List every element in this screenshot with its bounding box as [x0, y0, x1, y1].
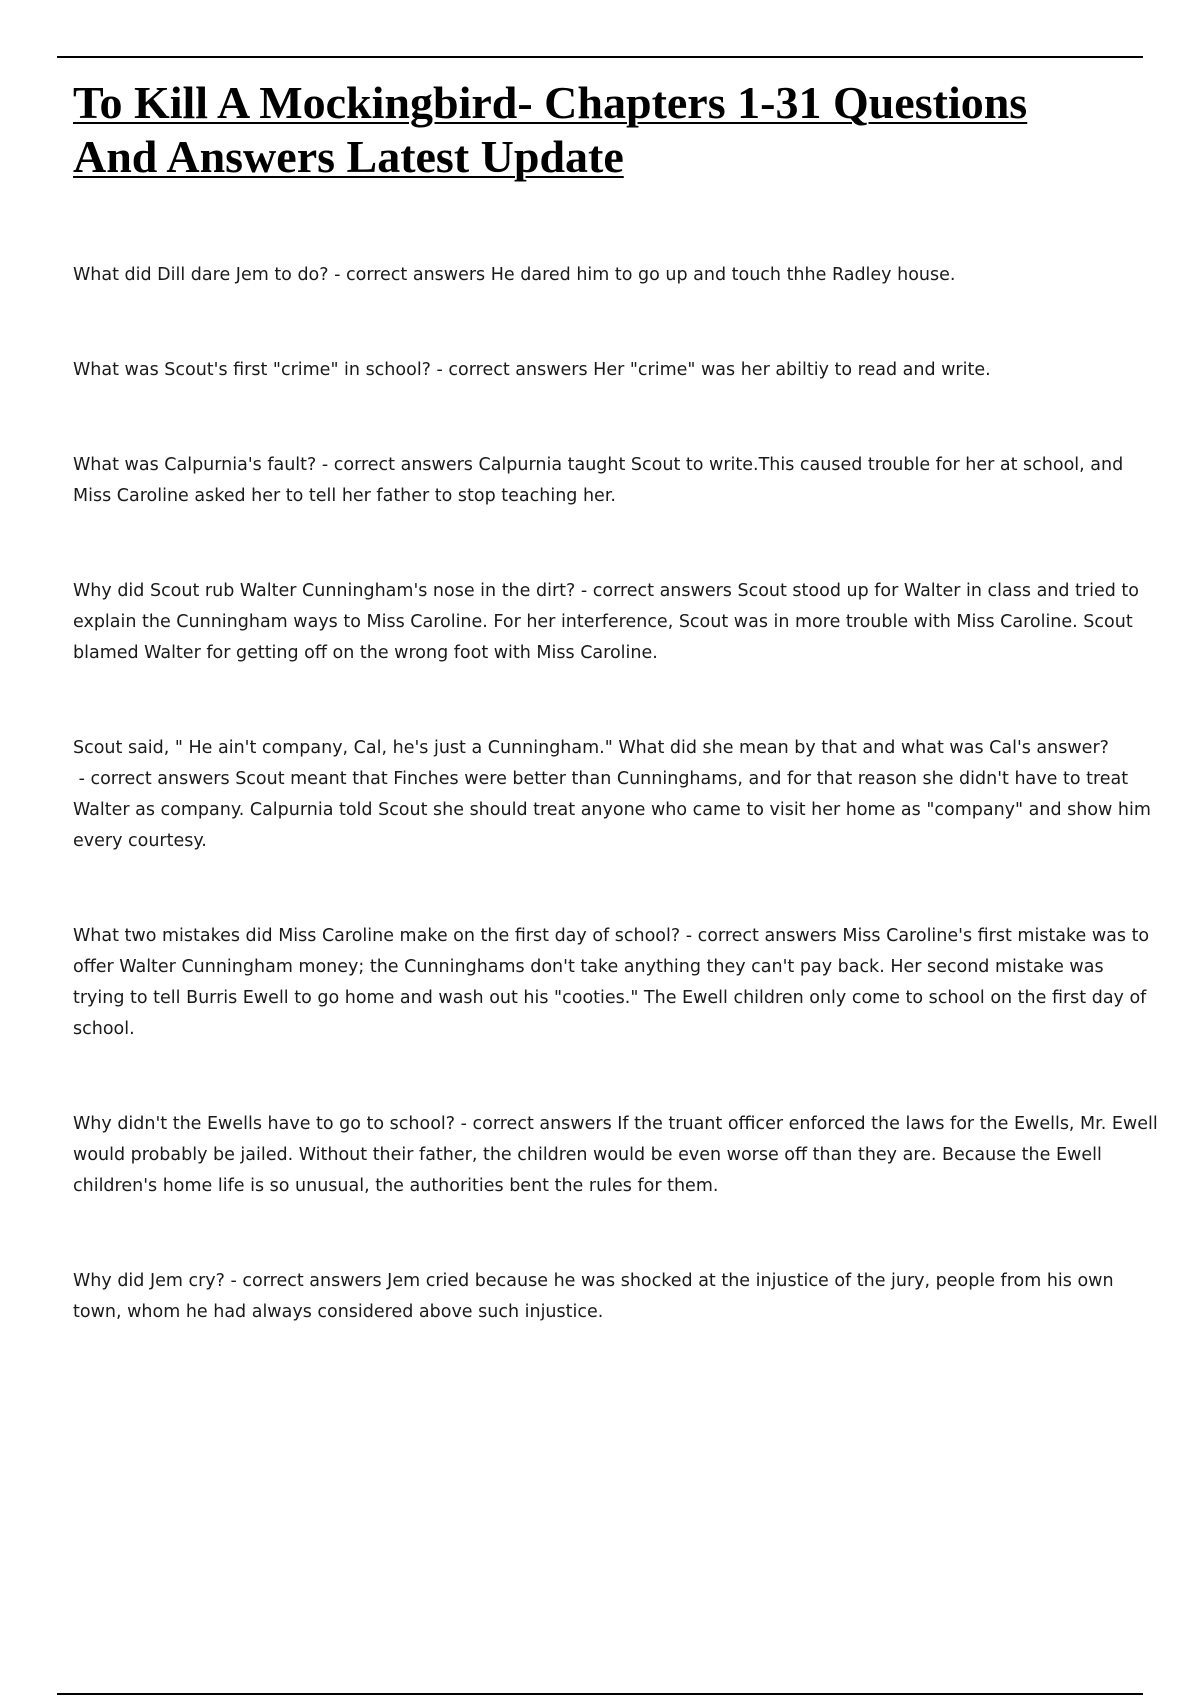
qa-item: [73, 450, 1158, 512]
answer-label: correct answers: [333, 455, 479, 475]
answer-label: correct answers: [697, 926, 843, 946]
separator: -: [575, 581, 593, 601]
qa-item: [73, 1109, 1158, 1202]
answer-label: correct answers: [346, 265, 491, 285]
separator: -: [680, 926, 698, 946]
question: Why didn't the Ewells have to go to school?: [73, 1114, 456, 1134]
bottom-rule: [57, 1693, 1143, 1695]
answer: Scout meant that Finches were better than Cunninghams, and for that reason she didn't have to treat Walter as company. Calpurnia told Scout she should treat anyone who came to visit her home as "company" and show him every courtesy.: [73, 769, 1151, 851]
answer: Her "crime" was her abiltiy to read and write.: [593, 360, 991, 380]
question: What two mistakes did Miss Caroline make on the first day of school?: [73, 926, 681, 946]
title-line-2: And Answers Latest Update: [73, 131, 624, 182]
separator: -: [73, 769, 91, 789]
qa-item: [73, 921, 1158, 1045]
separator: -: [316, 455, 334, 475]
qa-item: [73, 576, 1158, 669]
qa-item: [73, 733, 1158, 857]
question: Scout said, " He ain't company, Cal, he's just a Cunningham." What did she mean by that and what was Cal's answer?: [73, 738, 1109, 758]
answer: If the truant officer enforced the laws for the Ewells, Mr. Ewell would probably be jailed. Without their father, the children would be even worse off than they are. Because the Ewell children's home life is so unusual, the authorities bent the rules for them.: [73, 1114, 1158, 1196]
separator: -: [224, 1271, 243, 1291]
separator: -: [455, 1114, 473, 1134]
answer-label: correct answers: [90, 769, 236, 789]
answer: Scout stood up for Walter in class and tried to explain the Cunningham ways to Miss Caroline. For her interference, Scout was in more trouble with Miss Caroline. Scout blamed Walter for getting off on the wrong foot with Miss Caroline.: [73, 581, 1139, 663]
answer: He dared him to go up and touch thhe Radley house.: [490, 265, 956, 285]
top-rule: [57, 56, 1143, 58]
qa-list: [73, 260, 1158, 1392]
separator: -: [430, 360, 449, 380]
question: What was Scout's first "crime" in school?: [73, 360, 431, 380]
qa-item: [73, 1266, 1158, 1328]
answer-label: correct answers: [592, 581, 738, 601]
separator: -: [328, 265, 347, 285]
question: Why did Scout rub Walter Cunningham's nose in the dirt?: [73, 581, 576, 601]
answer-label: correct answers: [448, 360, 594, 380]
document-title: [73, 76, 1133, 184]
qa-item: [73, 260, 1158, 291]
answer: Calpurnia taught Scout to write.This caused trouble for her at school, and Miss Caroline asked her to tell her father to stop teaching her.: [73, 455, 1124, 506]
answer: Jem cried because he was shocked at the injustice of the jury, people from his own town, whom he had always considered above such injustice.: [73, 1271, 1114, 1322]
qa-item: [73, 355, 1158, 386]
answer-label: correct answers: [242, 1271, 388, 1291]
answer: Miss Caroline's first mistake was to offer Walter Cunningham money; the Cunninghams don't take anything they can't pay back. Her second mistake was trying to tell Burris Ewell to go home and wash out his "cooties." The Ewell children only come to school on the first day of school.: [73, 926, 1150, 1039]
answer-label: correct answers: [472, 1114, 618, 1134]
question: What was Calpurnia's fault?: [73, 455, 317, 475]
question: Why did Jem cry?: [73, 1271, 225, 1291]
title-line-1: To Kill A Mockingbird- Chapters 1-31 Questions: [73, 77, 1028, 128]
question: What did Dill dare Jem to do?: [73, 265, 329, 285]
